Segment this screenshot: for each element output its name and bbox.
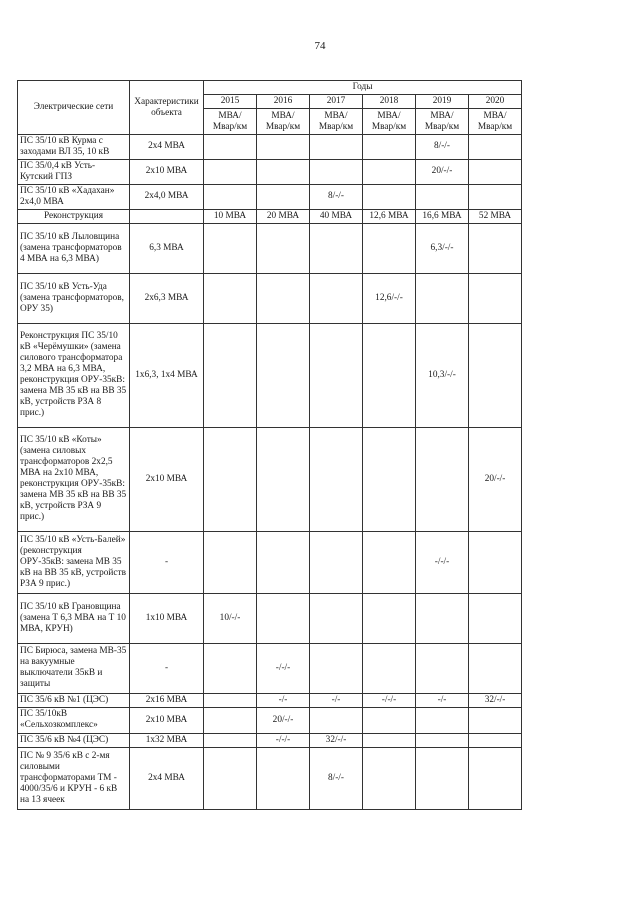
value-2018: [363, 323, 416, 427]
value-2017: [310, 223, 363, 273]
object-characteristics: 6,3 МВА: [130, 223, 204, 273]
value-2020: [469, 747, 522, 809]
value-2016: -/-: [257, 693, 310, 707]
year-2016: 2016: [257, 95, 310, 109]
value-2015: [204, 135, 257, 160]
value-2019: [416, 643, 469, 693]
value-2019: -/-: [416, 693, 469, 707]
value-2018: [363, 184, 416, 209]
object-characteristics: 2х4,0 МВА: [130, 184, 204, 209]
value-2020: 20/-/-: [469, 427, 522, 531]
value-2017: [310, 707, 363, 733]
value-2015: [204, 159, 257, 184]
object-name: Реконструкция: [18, 209, 130, 223]
object-characteristics: 2х4 МВА: [130, 747, 204, 809]
object-name: ПС 35/10 кВ Курма с заходами ВЛ 35, 10 кВ: [18, 135, 130, 160]
value-2016: [257, 223, 310, 273]
object-name: ПС 35/10 кВ «Хадахан» 2х4,0 МВА: [18, 184, 130, 209]
value-2018: [363, 531, 416, 593]
value-2019: [416, 733, 469, 747]
object-name: ПС 35/6 кВ №4 (ЦЭС): [18, 733, 130, 747]
value-2020: [469, 135, 522, 160]
value-2017: 8/-/-: [310, 747, 363, 809]
value-2017: [310, 159, 363, 184]
table-row: [18, 693, 522, 707]
value-2018: [363, 159, 416, 184]
value-2017: [310, 427, 363, 531]
value-2016: [257, 323, 310, 427]
object-name: ПС № 9 35/6 кВ с 2-мя силовыми трансформаторами ТМ - 4000/35/6 и КРУН - 6 кВ на 13 ячеек: [18, 747, 130, 809]
object-name: ПС 35/10 кВ «Усть-Балей» (реконструкция ОРУ-35кВ: замена МВ 35 кВ на ВВ 35 кВ, устройств РЗА 9 прис.): [18, 531, 130, 593]
value-2019: -/-/-: [416, 531, 469, 593]
object-characteristics: -: [130, 531, 204, 593]
value-2020: [469, 323, 522, 427]
object-characteristics: 1х32 МВА: [130, 733, 204, 747]
value-2018: [363, 643, 416, 693]
value-2015: [204, 733, 257, 747]
value-2019: 8/-/-: [416, 135, 469, 160]
value-2015: [204, 707, 257, 733]
object-characteristics: 2х6,3 МВА: [130, 273, 204, 323]
value-2017: [310, 531, 363, 593]
header-characteristics: Характеристики объекта: [130, 81, 204, 135]
value-2020: [469, 643, 522, 693]
value-2016: [257, 427, 310, 531]
year-2019: 2019: [416, 95, 469, 109]
value-2019: 16,6 МВА: [416, 209, 469, 223]
value-2016: [257, 273, 310, 323]
value-2017: 40 МВА: [310, 209, 363, 223]
table-row: [18, 184, 522, 209]
value-2016: -/-/-: [257, 733, 310, 747]
value-2017: [310, 273, 363, 323]
year-2020: 2020: [469, 95, 522, 109]
value-2016: [257, 135, 310, 160]
table-row: [18, 707, 522, 733]
value-2016: 20/-/-: [257, 707, 310, 733]
value-2019: [416, 427, 469, 531]
value-2020: 52 МВА: [469, 209, 522, 223]
table-row: [18, 643, 522, 693]
value-2018: [363, 427, 416, 531]
value-2016: [257, 531, 310, 593]
unit-header: МВА/ Мвар/км: [363, 109, 416, 135]
value-2019: [416, 747, 469, 809]
value-2017: [310, 135, 363, 160]
object-name: ПС 35/10кВ «Сельхозкомплекс»: [18, 707, 130, 733]
object-name: ПС 35/10 кВ Усть-Уда (замена трансформаторов, ОРУ 35): [18, 273, 130, 323]
value-2018: 12,6/-/-: [363, 273, 416, 323]
unit-header: МВА/ Мвар/км: [469, 109, 522, 135]
value-2015: [204, 223, 257, 273]
object-characteristics: 2х10 МВА: [130, 159, 204, 184]
value-2018: [363, 747, 416, 809]
object-characteristics: 2х16 МВА: [130, 693, 204, 707]
value-2019: 10,3/-/-: [416, 323, 469, 427]
value-2015: [204, 427, 257, 531]
table-row: [18, 747, 522, 809]
value-2020: [469, 707, 522, 733]
value-2018: 12,6 МВА: [363, 209, 416, 223]
value-2020: [469, 223, 522, 273]
object-characteristics: 1х6,3, 1х4 МВА: [130, 323, 204, 427]
investment-table: [17, 80, 522, 810]
unit-header: МВА/ Мвар/км: [416, 109, 469, 135]
object-characteristics: -: [130, 643, 204, 693]
value-2015: [204, 693, 257, 707]
value-2016: [257, 747, 310, 809]
value-2016: 20 МВА: [257, 209, 310, 223]
object-characteristics: 2х10 МВА: [130, 427, 204, 531]
value-2017: 32/-/-: [310, 733, 363, 747]
value-2016: [257, 593, 310, 643]
object-name: ПС 35/0,4 кВ Усть-Кутский ГПЗ: [18, 159, 130, 184]
value-2015: [204, 323, 257, 427]
year-2018: 2018: [363, 95, 416, 109]
value-2018: -/-/-: [363, 693, 416, 707]
value-2020: [469, 184, 522, 209]
value-2017: -/-: [310, 693, 363, 707]
value-2015: [204, 184, 257, 209]
table-row: [18, 531, 522, 593]
table-row: [18, 273, 522, 323]
year-2017: 2017: [310, 95, 363, 109]
table-row: [18, 427, 522, 531]
value-2015: [204, 643, 257, 693]
value-2018: [363, 707, 416, 733]
value-2019: 6,3/-/-: [416, 223, 469, 273]
object-characteristics: 2х4 МВА: [130, 135, 204, 160]
value-2020: [469, 273, 522, 323]
object-characteristics: 1х10 МВА: [130, 593, 204, 643]
object-name: Реконструкция ПС 35/10 кВ «Черёмушки» (замена силового трансформатора 3,2 МВА на 6,3 МВА, реконструкция ОРУ-35кВ: замена МВ 35 кВ на ВВ 35 кВ, устройств РЗА 8 прис.): [18, 323, 130, 427]
value-2017: [310, 643, 363, 693]
table-row: [18, 135, 522, 160]
value-2018: [363, 223, 416, 273]
object-name: ПС Бирюса, замена МВ-35 на вакуумные выключатели 35кВ и защиты: [18, 643, 130, 693]
value-2015: 10/-/-: [204, 593, 257, 643]
value-2015: [204, 273, 257, 323]
table-row: [18, 323, 522, 427]
object-name: ПС 35/10 кВ Лыловщина (замена трансформаторов 4 МВА на 6,3 МВА): [18, 223, 130, 273]
value-2020: [469, 159, 522, 184]
value-2018: [363, 135, 416, 160]
year-2015: 2015: [204, 95, 257, 109]
value-2018: [363, 593, 416, 643]
value-2019: [416, 593, 469, 643]
value-2016: [257, 159, 310, 184]
unit-header: МВА/ Мвар/км: [310, 109, 363, 135]
value-2015: [204, 747, 257, 809]
table-row: [18, 223, 522, 273]
object-name: ПС 35/10 кВ Грановщина (замена Т 6,3 МВА на Т 10 МВА, КРУН): [18, 593, 130, 643]
page-number: 74: [314, 40, 326, 52]
table-row: [18, 159, 522, 184]
value-2019: [416, 273, 469, 323]
value-2016: [257, 184, 310, 209]
value-2017: [310, 593, 363, 643]
unit-header: МВА/ Мвар/км: [257, 109, 310, 135]
value-2019: [416, 707, 469, 733]
table-row: [18, 593, 522, 643]
value-2016: -/-/-: [257, 643, 310, 693]
value-2017: [310, 323, 363, 427]
object-characteristics: [130, 209, 204, 223]
object-name: ПС 35/10 кВ «Коты» (замена силовых трансформаторов 2х2,5 МВА на 2х10 МВА, реконструкция ОРУ-35кВ: замена МВ 35 кВ на ВВ 35 кВ, устройств РЗА 9 прис.): [18, 427, 130, 531]
value-2017: 8/-/-: [310, 184, 363, 209]
header-networks: Электрические сети: [18, 81, 130, 135]
object-name: ПС 35/6 кВ №1 (ЦЭС): [18, 693, 130, 707]
table-row: [18, 209, 522, 223]
value-2015: [204, 531, 257, 593]
value-2020: [469, 733, 522, 747]
value-2020: 32/-/-: [469, 693, 522, 707]
value-2020: [469, 531, 522, 593]
value-2019: 20/-/-: [416, 159, 469, 184]
object-characteristics: 2х10 МВА: [130, 707, 204, 733]
value-2015: 10 МВА: [204, 209, 257, 223]
value-2019: [416, 184, 469, 209]
table-row: [18, 733, 522, 747]
header-years: Годы: [204, 81, 522, 95]
value-2020: [469, 593, 522, 643]
value-2018: [363, 733, 416, 747]
unit-header: МВА/ Мвар/км: [204, 109, 257, 135]
